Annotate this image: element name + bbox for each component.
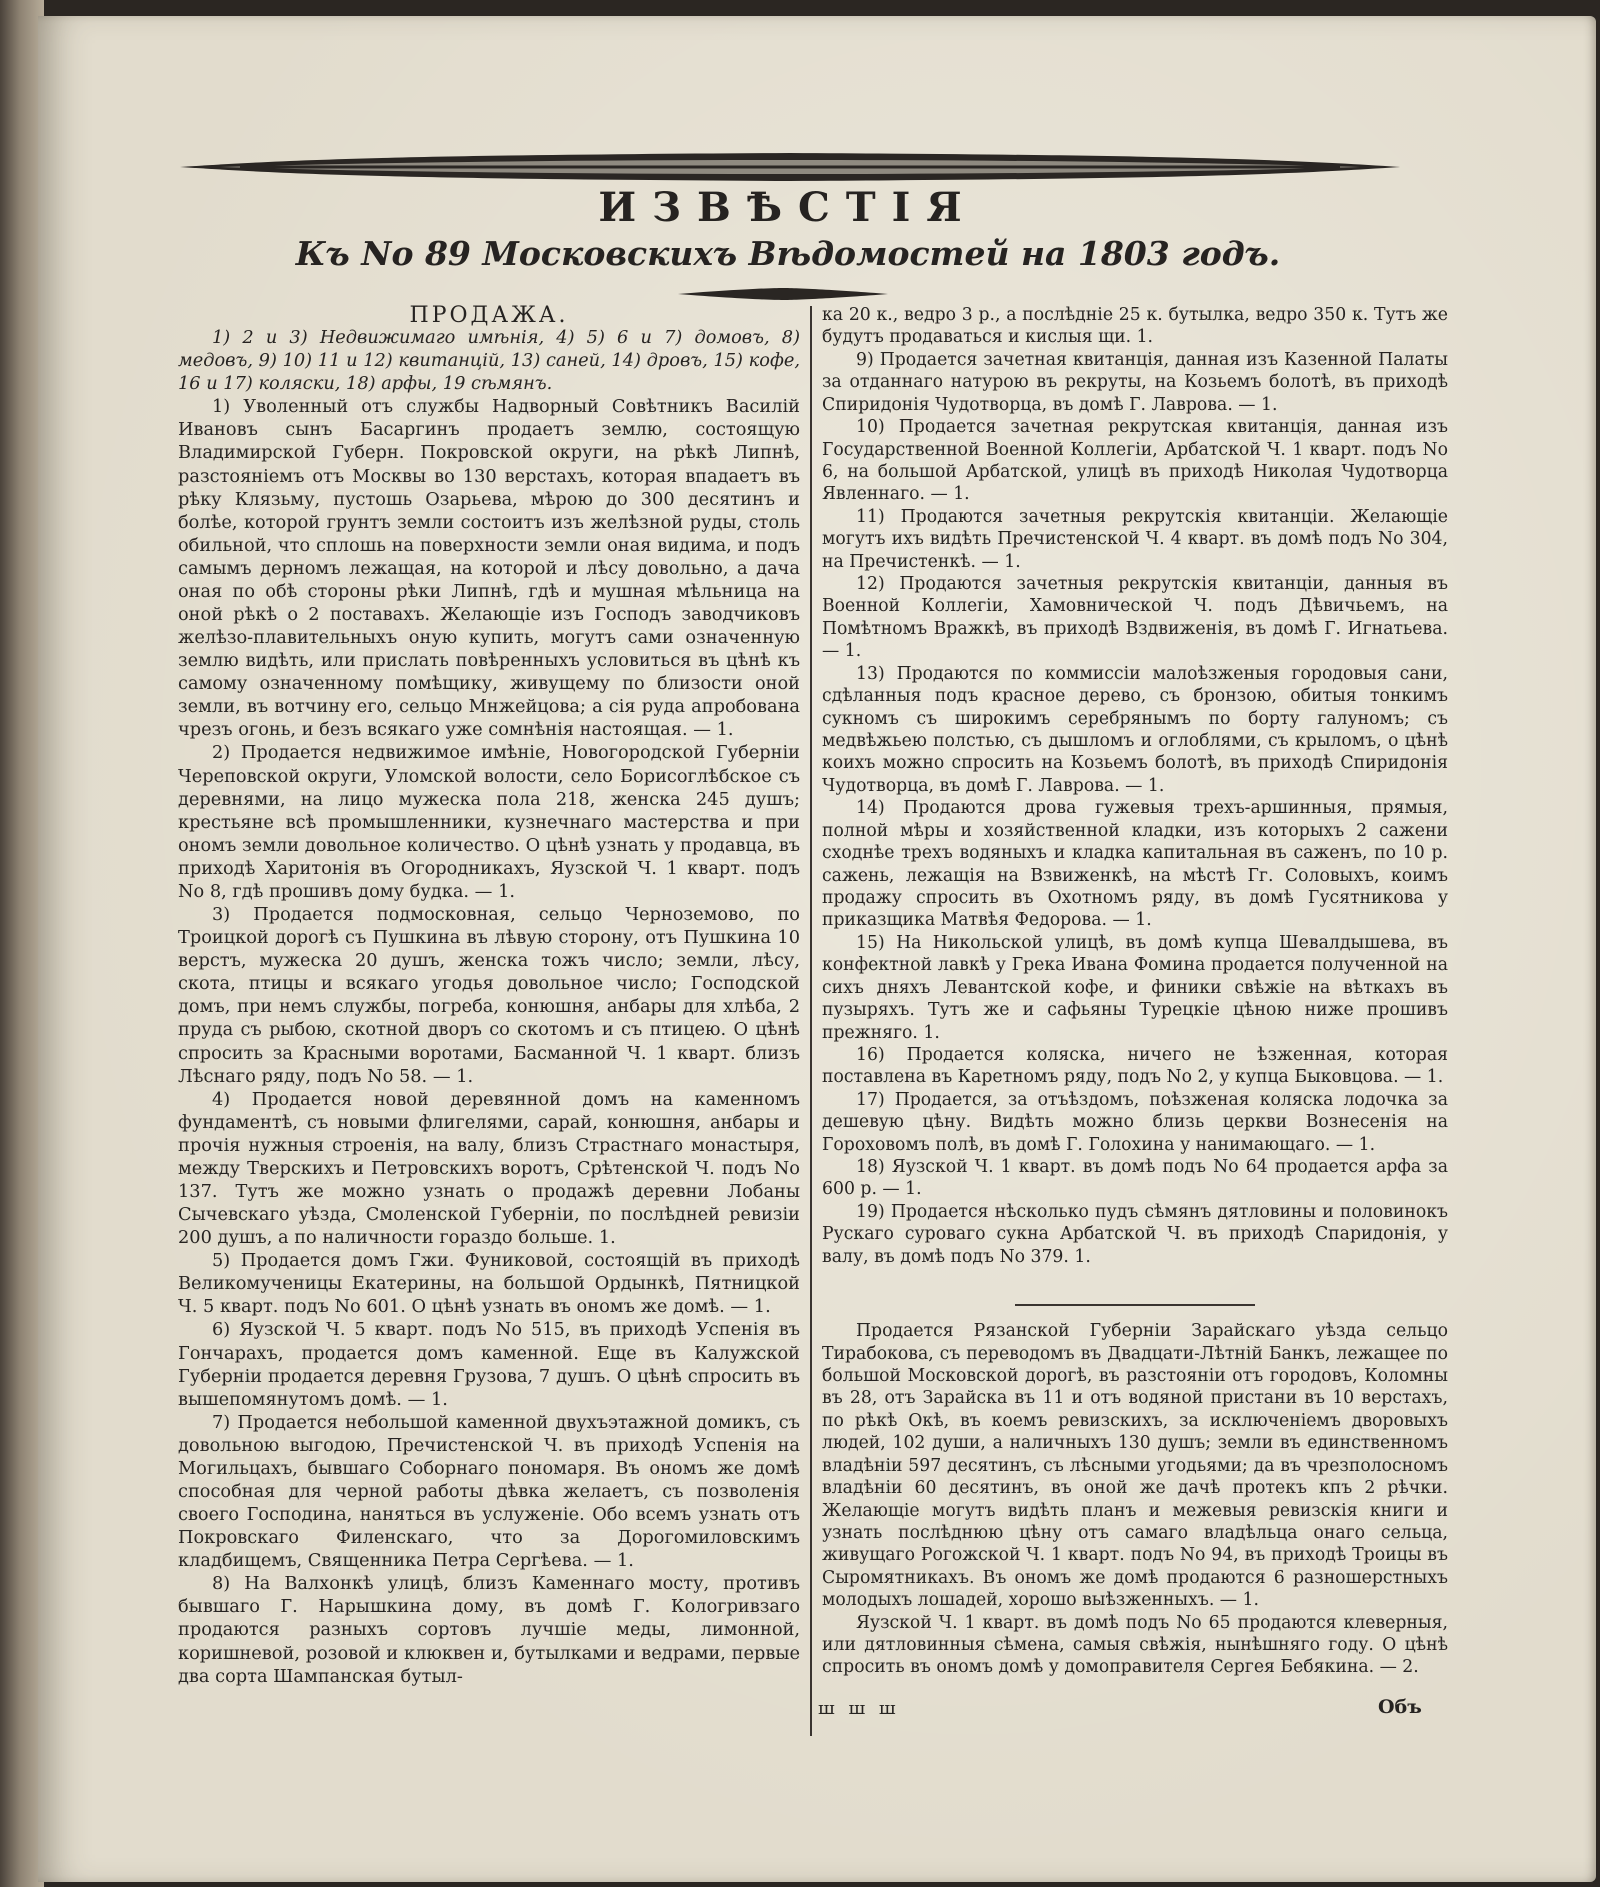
listing-paragraph: 16) Продается коляска, ничего не ѣзженная, которая поставлена въ Каретномъ ряду, подъ No 2, у купца Быковцова. — 1. bbox=[822, 1044, 1448, 1088]
section-heading: ПРОДАЖА. bbox=[409, 303, 569, 328]
listing-paragraph: Продается Рязанской Губерніи Зарайскаго уѣзда сельцо Тирабокова, съ переводомъ въ Двадцати-Лѣтній Банкъ, лежащее по большой Московской дорогѣ, въ разстояніи отъ городовъ, Коломны въ 28, отъ Зарайска въ 11 и отъ водяной пристани въ 10 верстахъ, по рѣкѣ Окѣ, въ коемъ ревизскихъ, за исключеніемъ дворовыхъ людей, 102 души, а наличныхъ 130 душъ; земли въ единственномъ владѣніи 597 десятинъ, съ лѣсными угодьями; да въ чрезполосномъ владѣніи 60 десятинъ, въ оной же дачѣ протекъ кпъ 2 рѣчки. Желающіе могутъ видѣть планъ и межевыя ревизскія книги и узнать послѣднюю цѣну отъ самаго владѣльца онаго сельца, живущаго Рогожской Ч. 1 кварт. подъ No 94, въ приходѣ Троицы въ Сыромятникахъ. Въ ономъ же домѣ продаются 6 разношерстныхъ молодыхъ лошадей, хорошо выѣзженныхъ. — 1. bbox=[822, 1321, 1448, 1611]
listing-paragraph: ка 20 к., ведро 3 р., а послѣдніе 25 к. бутылка, ведро 350 к. Тутъ же будутъ продаваться и кислыя щи. 1. bbox=[822, 305, 1448, 348]
listing-paragraph: 13) Продаются по коммиссіи малоѣзженыя городовыя сани, сдѣланныя подъ красное дерево, съ бронзою, обитыя тонкимъ сукномъ съ широкимъ серебрянымъ по борту галуномъ; съ медвѣжьею полстью, съ дышломъ и оглоблями, съ крыломъ, о цѣнѣ коихъ можно спросить на Козьемъ болотѣ, въ приходѣ Спиридонія Чудотворца, въ домѣ Г. Лаврова. — 1. bbox=[822, 663, 1448, 796]
ornamental-rule-small bbox=[678, 286, 888, 302]
listing-paragraph: Яузской Ч. 1 кварт. въ домѣ подъ No 65 продаются клеверныя, или дятловинныя сѣмена, самыя свѣжія, нынѣшняго году. О цѣнѣ спросить въ ономъ домѣ у домоправителя Сергея Бебякина. — 2. bbox=[822, 1612, 1448, 1678]
listing-paragraph: 9) Продается зачетная квитанція, данная изъ Казенной Палаты за отданнаго натурою въ рекруты, на Козьемъ болотѣ, въ приходѣ Спиридонія Чудотворца, въ домѣ Г. Лаврова. — 1. bbox=[822, 349, 1448, 415]
page-title: ИЗВѢСТІЯ bbox=[598, 184, 978, 231]
listing-paragraph: 12) Продаются зачетныя рекрутскія квитанціи, данныя въ Военной Коллегіи, Хамовнической Ч. подъ Дѣвичьемъ, на Помѣтномъ Вражкѣ, въ приходѣ Вздвиженія, въ домѣ Г. Игнатьева. — 1. bbox=[822, 574, 1448, 662]
signature-mark: ш ш ш bbox=[818, 1698, 900, 1719]
listing-paragraph: 11) Продаются зачетныя рекрутскія квитанціи. Желающіе могутъ ихъ видѣть Пречистенской Ч. 4 кварт. въ домѣ подъ No 304, на Пречистенкѣ. — 1. bbox=[822, 506, 1448, 572]
listing-paragraph: 2) Продается недвижимое имѣніе, Новогородской Губерніи Череповской округи, Уломской волости, село Борисоглѣбское съ деревнями, на лицо мужеска пола 218, женска 245 душъ; крестьяне всѣ промышленники, кузнечнаго мастерства и при ономъ земли довольное количество. О цѣнѣ узнать у продавца, въ приходѣ Харитонія въ Огородникахъ, Яузской Ч. 1 кварт. подъ No 8, гдѣ прошивъ дому будка. — 1. bbox=[178, 743, 800, 902]
listing-paragraph: 14) Продаются дрова гужевыя трехъ-аршинныя, прямыя, полной мѣры и хозяйственной кладки, изъ которыхъ 2 сажени сходнѣе трехъ водяныхъ и кладка капитальная въ саженъ, по 10 р. сажень, лежащія на Взвиженкѣ, на мѣстѣ Гг. Соловыхъ, коимъ продажу спросить въ Охотномъ ряду, въ домѣ Гусятникова у приказщика Матвѣя Федорова. — 1. bbox=[822, 798, 1448, 931]
ornamental-rule-top bbox=[180, 150, 1400, 184]
right-column bbox=[822, 304, 1448, 1679]
listing-paragraph: 18) Яузской Ч. 1 кварт. въ домѣ подъ No 64 продается арфа за 600 р. — 1. bbox=[822, 1157, 1448, 1200]
left-column bbox=[178, 304, 800, 1689]
listing-paragraph: 1) Уволенный отъ службы Надворный Совѣтникъ Василій Ивановъ сынъ Басаргинъ продаетъ землю, состоящую Владимирской Губерн. Покровской округи, на рѣкѣ Липнѣ, разстояніемъ отъ Москвы во 130 верстахъ, которая впадаетъ въ рѣку Клязьму, пустошь Озарьева, мѣрою до 300 десятинъ и болѣе, которой грунтъ земли состоитъ изъ желѣзной руды, столь обильной, что сплошь на поверхности земли оная видима, и подъ самымъ дерномъ лежащая, на которой и лѣсу довольно, а дача оная по обѣ стороны рѣки Липнѣ, гдѣ и мушная мѣльница на оной рѣкѣ о 2 поставахъ. Желающіе изъ Господъ заводчиковъ желѣзо-плавительныхъ оную купить, могутъ сами означенную землю видѣть, или прислать повѣренныхъ условиться въ цѣнѣ къ самому означенному помѣщику, живущему по близости оной земли, въ вотчину его, сельцо Мнжейцова; а сія руда апробована чрезъ огонь, и безъ всякаго уже сомнѣнія настоящая. — 1. bbox=[178, 397, 800, 741]
listing-paragraph: 3) Продается подмосковная, сельцо Черноземово, по Троицкой дорогѣ съ Пушкина въ лѣвую сторону, отъ Пушкина 10 верстъ, мужеска 20 душъ, женска тожъ число; земли, лѣсу, скота, птицы и всякаго угодья довольное число; Господской домъ, при немъ службы, погреба, конюшня, анбары для хлѣба, 2 пруда съ рыбою, скотной дворъ со скотомъ и съ птицею. О цѣнѣ спросить за Красными воротами, Басманной Ч. 1 кварт. близъ Лѣснаго ряду, подъ No 58. — 1. bbox=[178, 905, 800, 1087]
section-rule bbox=[1015, 1304, 1255, 1306]
listing-paragraph: 19) Продается нѣсколько пудъ сѣмянъ дятловины и половинокъ Рускаго суроваго сукна Арбатской Ч. въ приходѣ Спаридонія, у валу, въ домѣ подъ No 379. 1. bbox=[822, 1201, 1448, 1267]
listing-paragraph: 17) Продается, за отъѣздомъ, поѣзженая коляска лодочка за дешевую цѣну. Видѣть можно близь церкви Вознесенія на Гороховомъ полѣ, въ домѣ Г. Голохина у нанимающаго. — 1. bbox=[822, 1089, 1448, 1155]
listing-paragraph: 7) Продается небольшой каменной двухъэтажной домикъ, съ довольною выгодою, Пречистенской Ч. въ приходѣ Успенія на Могильцахъ, бывшаго Соборнаго пономаря. Въ ономъ же домѣ способная для черной работы дѣвка желаетъ, съ позволенія своего Господина, наняться въ услуженіе. Обо всемъ узнать отъ Покровскаго Филенскаго, что за Дорогомиловскимъ кладбищемъ, Священника Петра Сергѣева. — 1. bbox=[178, 1412, 800, 1572]
column-divider bbox=[810, 306, 812, 1736]
page-subtitle: Къ No 89 Московскихъ Вѣдомостей на 1803 годъ. bbox=[295, 234, 1281, 273]
listing-paragraph: 6) Яузской Ч. 5 кварт. подъ No 515, въ приходѣ Успенія въ Гончарахъ, продается домъ каменной. Еще въ Калужской Губерніи продается деревня Грузова, 7 душъ. О цѣнѣ спросить въ вышепомянутомъ домѣ. — 1. bbox=[178, 1320, 800, 1410]
listing-paragraph: 8) На Валхонкѣ улицѣ, близъ Каменнаго мосту, противъ бывшаго Г. Нарышкина дому, въ домѣ Г. Кологривзаго продаются разныхъ сортовъ лучшіе меды, лимонной, коришневой, розовой и клюквен и, бутылками и ведрами, первые два сорта Шампанская бутыл- bbox=[178, 1574, 800, 1687]
catchword: Объ bbox=[1378, 1696, 1422, 1718]
listing-paragraph: 5) Продается домъ Гжи. Фуниковой, состоящій въ приходѣ Великомученицы Екатерины, на большой Ордынкѣ, Пятницкой Ч. 5 кварт. подъ No 601. О цѣнѣ узнать въ ономъ же домѣ. — 1. bbox=[178, 1251, 800, 1318]
listing-paragraph: 15) На Никольской улицѣ, въ домѣ купца Шевалдышева, въ конфектной лавкѣ у Грека Ивана Фомина продается полученной на сихъ дняхъ Левантской кофе, и финики свѣжіе на вѣткахъ въ пузыряхъ. Тутъ же и сафьяны Турецкіе цѣною ниже прошивъ прежняго. 1. bbox=[822, 932, 1448, 1043]
listing-paragraph: 4) Продается новой деревянной домъ на каменномъ фундаментѣ, съ новыми флигелями, сарай, конюшня, анбары и прочія нужныя строенія, на валу, близъ Страстнаго монастыря, между Тверскихъ и Петровскихъ воротъ, Срѣтенской Ч. подъ No 137. Тутъ же можно узнать о продажѣ деревни Лобаны Сычевскаго уѣзда, Смоленской Губерніи, по послѣдней ревизіи 200 душъ, а по наличности гораздо больше. 1. bbox=[178, 1089, 800, 1249]
listing-paragraph: 10) Продается зачетная рекрутская квитанція, данная изъ Государственной Военной Коллегіи, Арбатской Ч. 1 кварт. подъ No 6, на большой Арбатской, улицѣ въ приходѣ Николая Чудотворца Явленнаго. — 1. bbox=[822, 417, 1448, 505]
lots-index: 1) 2 и 3) Недвижимаго имѣнія, 4) 5) 6 и 7) домовъ, 8) медовъ, 9) 10) 11 и 12) квитанцій, 13) саней, 14) дровъ, 15) кофе, 16 и 17) коляски, 18) арфы, 19 сѣмянъ. bbox=[178, 328, 800, 395]
newspaper-page bbox=[38, 16, 1596, 1882]
